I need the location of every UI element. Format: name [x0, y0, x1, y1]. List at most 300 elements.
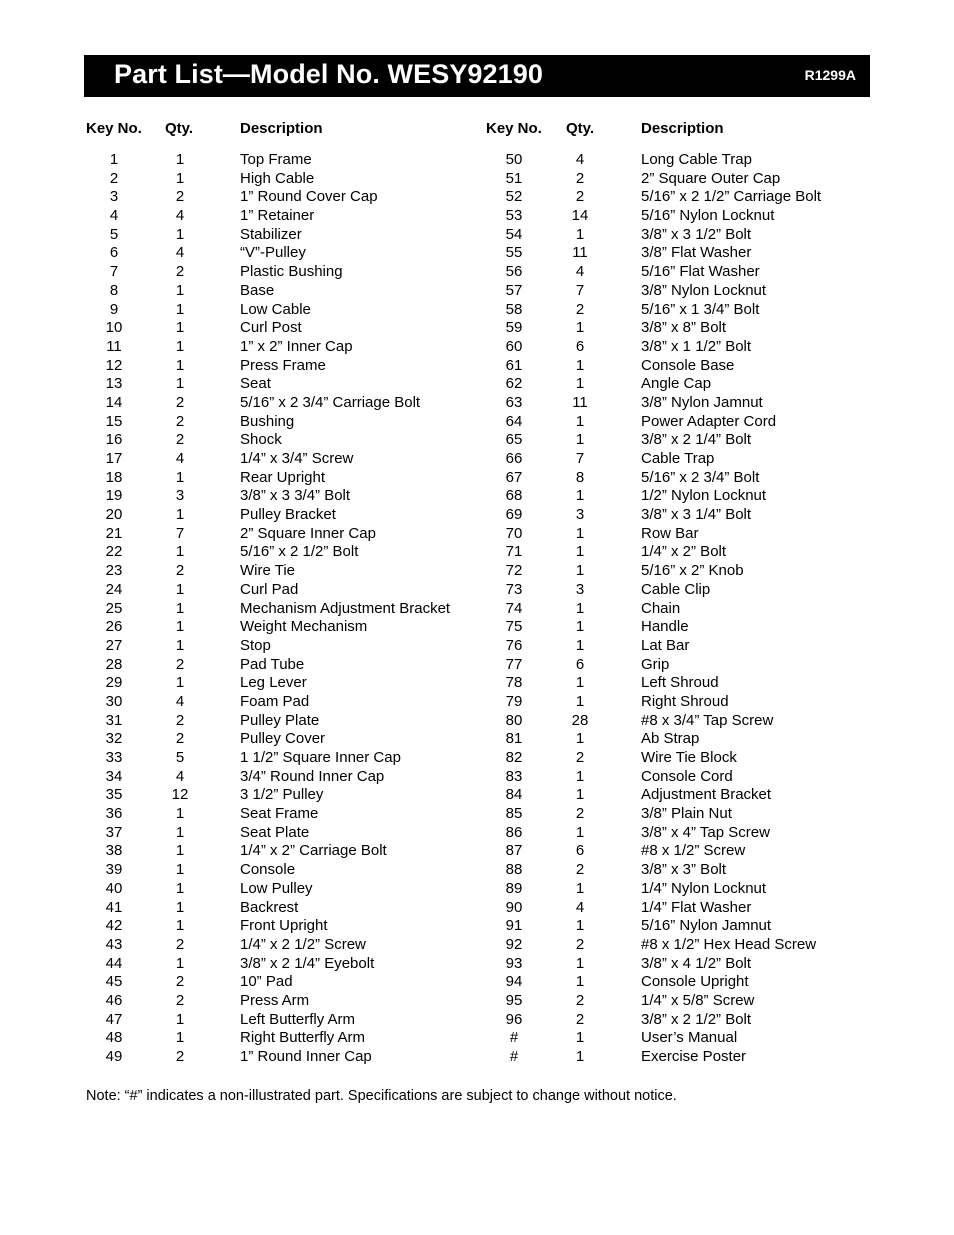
part-description: Ab Strap	[641, 730, 700, 748]
part-description: Grip	[641, 655, 670, 673]
part-qty: 2	[175, 431, 185, 449]
part-qty: 2	[175, 393, 185, 411]
part-qty: 1	[175, 674, 185, 692]
part-description: Weight Mechanism	[240, 618, 368, 636]
part-qty: 2	[175, 412, 185, 430]
part-row	[0, 170, 954, 189]
part-key-no: 96	[505, 1010, 523, 1028]
part-row	[0, 525, 954, 544]
part-qty: 8	[575, 468, 585, 486]
part-qty: 1	[575, 543, 585, 561]
part-key-no: 91	[505, 917, 523, 935]
part-key-no: 93	[505, 954, 523, 972]
part-key-no: 65	[505, 431, 523, 449]
part-description: Long Cable Trap	[641, 151, 752, 168]
part-qty: 1	[175, 356, 185, 374]
part-row	[0, 880, 954, 899]
part-qty: 1	[175, 1010, 185, 1028]
part-row	[0, 431, 954, 450]
part-description: 1/4” x 2 1/2” Screw	[240, 935, 366, 953]
part-qty: 2	[175, 730, 185, 748]
part-description: Press Frame	[240, 356, 326, 374]
part-description: Plastic Bushing	[240, 263, 343, 281]
part-qty: 4	[175, 244, 185, 262]
part-description: #8 x 1/2” Screw	[641, 842, 746, 860]
part-row	[0, 973, 954, 992]
footnote: Note: “#” indicates a non-illustrated part. Specifications are subject to change without notice.	[86, 1088, 677, 1104]
part-qty: 7	[175, 524, 185, 542]
part-key-no: 76	[505, 636, 523, 654]
part-qty: 1	[175, 599, 185, 617]
part-key-no: 43	[105, 935, 123, 953]
part-row	[0, 936, 954, 955]
part-key-no: 7	[109, 263, 119, 281]
part-key-no: 8	[109, 281, 119, 299]
part-key-no: 34	[105, 767, 123, 785]
part-qty: 7	[575, 281, 585, 299]
part-row	[0, 301, 954, 320]
part-description: 3/8” x 4 1/2” Bolt	[641, 954, 752, 972]
part-qty: 2	[175, 973, 185, 991]
part-description: 3/8” Plain Nut	[641, 805, 732, 823]
part-qty: 1	[175, 337, 185, 355]
part-description: Front Upright	[240, 917, 328, 935]
part-key-no: 33	[105, 749, 123, 766]
part-description: 1” Retainer	[240, 207, 315, 225]
part-description: 3/8” Nylon Jamnut	[641, 393, 763, 411]
part-description: #8 x 3/4” Tap Screw	[641, 711, 774, 729]
part-key-no: 42	[105, 917, 123, 935]
part-row	[0, 450, 954, 469]
part-qty: 1	[175, 319, 185, 337]
part-qty: 1	[175, 917, 185, 935]
part-key-no: 60	[505, 337, 523, 355]
part-description: Console Base	[641, 356, 735, 374]
part-row	[0, 469, 954, 488]
part-key-no: 49	[105, 1048, 123, 1065]
part-key-no: 22	[105, 543, 123, 561]
part-qty: 1	[175, 300, 185, 318]
part-description: 3/8” x 2 1/4” Eyebolt	[240, 954, 375, 972]
part-qty: 1	[575, 917, 585, 935]
part-row	[0, 693, 954, 712]
part-description: 2” Square Outer Cap	[641, 169, 781, 187]
part-key-no: 53	[505, 207, 523, 225]
part-qty: 1	[175, 543, 185, 561]
part-description: Top Frame	[240, 151, 312, 168]
part-qty: 6	[575, 337, 585, 355]
part-qty: 1	[175, 954, 185, 972]
part-qty: 1	[175, 842, 185, 860]
part-key-no: 1	[109, 151, 119, 168]
part-key-no: 30	[105, 692, 123, 710]
part-description: #8 x 1/2” Hex Head Screw	[641, 935, 817, 953]
part-qty: 1	[575, 562, 585, 580]
part-description: Chain	[641, 599, 681, 617]
part-row	[0, 749, 954, 768]
part-key-no: 6	[109, 244, 119, 262]
part-key-no: 66	[505, 450, 523, 467]
part-description: Seat	[240, 375, 271, 393]
part-qty: 1	[575, 431, 585, 449]
part-row	[0, 618, 954, 637]
part-description: Left Shroud	[641, 674, 719, 692]
part-description: User’s Manual	[641, 1029, 738, 1047]
part-description: 1/4” x 2” Bolt	[641, 543, 727, 561]
part-description: 3/8” x 3 1/4” Bolt	[641, 506, 752, 524]
part-key-no: 72	[505, 562, 523, 580]
part-qty: 7	[575, 450, 585, 467]
part-row	[0, 600, 954, 619]
part-description: 3/4” Round Inner Cap	[240, 767, 385, 785]
part-qty: 2	[175, 263, 185, 281]
part-qty: 1	[575, 225, 585, 243]
part-description: 3/8” Nylon Locknut	[641, 281, 767, 299]
part-description: Low Pulley	[240, 879, 313, 897]
part-description: Mechanism Adjustment Bracket	[240, 599, 451, 617]
part-key-no: 51	[505, 169, 523, 187]
part-key-no: 17	[105, 450, 123, 467]
part-key-no: 19	[105, 487, 123, 505]
part-row	[0, 1011, 954, 1030]
part-qty: 2	[175, 655, 185, 673]
part-description: 3/8” Flat Washer	[641, 244, 752, 262]
part-key-no: 40	[105, 879, 123, 897]
part-qty: 1	[175, 618, 185, 636]
part-row	[0, 357, 954, 376]
part-qty: 4	[175, 692, 185, 710]
part-key-no: 4	[109, 207, 119, 225]
part-description: Row Bar	[641, 524, 699, 542]
part-description: Seat Frame	[240, 805, 319, 823]
part-description: 5/16” x 2” Knob	[641, 562, 744, 580]
part-description: 3/8” x 2 1/2” Bolt	[641, 1010, 752, 1028]
part-description: Console	[240, 861, 296, 879]
part-description: Adjustment Bracket	[641, 786, 772, 804]
part-qty: 1	[575, 823, 585, 841]
page-title: Part List—Model No. WESY92190	[114, 59, 544, 89]
part-description: Base	[240, 281, 275, 299]
part-key-no: 63	[505, 393, 523, 411]
part-key-no: 75	[505, 618, 523, 636]
part-qty: 1	[175, 580, 185, 598]
part-key-no: 80	[505, 711, 523, 729]
part-key-no: 29	[105, 674, 123, 692]
part-qty: 1	[175, 281, 185, 299]
part-row	[0, 282, 954, 301]
part-description: Rear Upright	[240, 468, 326, 486]
part-key-no: 21	[105, 524, 123, 542]
part-qty: 1	[175, 879, 185, 897]
part-row	[0, 656, 954, 675]
part-row	[0, 263, 954, 282]
part-qty: 14	[571, 207, 589, 225]
part-description: Handle	[641, 618, 689, 636]
part-qty: 2	[175, 991, 185, 1009]
part-qty: 1	[575, 879, 585, 897]
part-qty: 2	[175, 1048, 185, 1065]
part-qty: 4	[575, 151, 585, 168]
part-key-no: 71	[505, 543, 523, 561]
part-qty: 3	[575, 506, 585, 524]
part-key-no: 9	[109, 300, 119, 318]
part-qty: 1	[575, 767, 585, 785]
part-description: Foam Pad	[240, 692, 310, 710]
part-description: Cable Trap	[641, 450, 715, 467]
part-qty: 1	[575, 375, 585, 393]
part-key-no: 85	[505, 805, 523, 823]
part-description: 1” x 2” Inner Cap	[240, 337, 353, 355]
part-key-no: 95	[505, 991, 523, 1009]
part-row	[0, 786, 954, 805]
part-qty: 2	[575, 991, 585, 1009]
part-key-no: 23	[105, 562, 123, 580]
part-qty: 2	[575, 861, 585, 879]
part-row	[0, 151, 954, 170]
part-qty: 1	[575, 954, 585, 972]
part-qty: 1	[575, 356, 585, 374]
part-description: 1” Round Cover Cap	[240, 188, 378, 206]
part-qty: 1	[575, 1029, 585, 1047]
part-key-no: 87	[505, 842, 523, 860]
part-description: 1/4” Flat Washer	[641, 898, 752, 916]
part-qty: 1	[575, 487, 585, 505]
part-key-no: 2	[109, 169, 119, 187]
part-key-no: 68	[505, 487, 523, 505]
part-key-no: 61	[505, 356, 523, 374]
part-key-no: 16	[105, 431, 123, 449]
part-description: 5/16” Flat Washer	[641, 263, 760, 281]
part-row	[0, 338, 954, 357]
part-description: Curl Pad	[240, 580, 299, 598]
part-qty: 2	[175, 935, 185, 953]
part-key-no: 69	[505, 506, 523, 524]
part-row	[0, 562, 954, 581]
right-parts-list	[0, 151, 954, 1067]
part-key-no: 41	[105, 898, 123, 916]
part-key-no: 59	[505, 319, 523, 337]
part-qty: 1	[575, 599, 585, 617]
part-key-no: 54	[505, 225, 523, 243]
part-qty: 4	[575, 898, 585, 916]
part-description: 3/8” x 1 1/2” Bolt	[641, 337, 752, 355]
part-key-no: 67	[505, 468, 523, 486]
part-key-no: 44	[105, 954, 123, 972]
part-key-no: 48	[105, 1029, 123, 1047]
part-key-no: 15	[105, 412, 123, 430]
part-qty: 1	[175, 1029, 185, 1047]
part-key-no: 26	[105, 618, 123, 636]
part-qty: 2	[575, 935, 585, 953]
part-key-no: 36	[105, 805, 123, 823]
part-description: 5/16” x 2 3/4” Bolt	[641, 468, 760, 486]
part-key-no: 62	[505, 375, 523, 393]
part-key-no: 52	[505, 188, 523, 206]
part-description: 1/4” x 5/8” Screw	[641, 991, 755, 1009]
part-qty: 1	[575, 730, 585, 748]
part-key-no: 74	[505, 599, 523, 617]
part-row	[0, 861, 954, 880]
part-row	[0, 543, 954, 562]
part-qty: 1	[575, 412, 585, 430]
part-key-no: 18	[105, 468, 123, 486]
part-description: 3/8” x 4” Tap Screw	[641, 823, 770, 841]
left-header-qty: Qty.	[165, 120, 194, 137]
part-key-no: 83	[505, 767, 523, 785]
part-key-no: 24	[105, 580, 123, 598]
part-description: Stop	[240, 636, 271, 654]
part-description: 1/4” x 3/4” Screw	[240, 450, 354, 467]
part-description: 3/8” x 3” Bolt	[641, 861, 727, 879]
part-key-no: 89	[505, 879, 523, 897]
part-key-no: 82	[505, 749, 523, 766]
part-row	[0, 674, 954, 693]
part-qty: 11	[572, 393, 588, 411]
part-qty: 2	[575, 1010, 585, 1028]
part-row	[0, 226, 954, 245]
part-key-no: 47	[105, 1010, 123, 1028]
part-qty: 12	[171, 786, 189, 804]
part-key-no: 57	[505, 281, 523, 299]
document-code: R1299A	[804, 67, 856, 83]
part-row	[0, 506, 954, 525]
part-description: Backrest	[240, 898, 299, 916]
part-key-no: 92	[505, 935, 523, 953]
right-header-key: Key No.	[486, 120, 542, 137]
part-description: Console Upright	[641, 973, 749, 991]
part-description: Stabilizer	[240, 225, 302, 243]
part-key-no: 88	[505, 861, 523, 879]
part-qty: 11	[572, 244, 588, 262]
title-bar	[84, 55, 870, 97]
part-row	[0, 992, 954, 1011]
part-key-no: 13	[105, 375, 123, 393]
part-description: Shock	[240, 431, 282, 449]
part-qty: 1	[175, 861, 185, 879]
part-description: Seat Plate	[240, 823, 310, 841]
part-key-no: 31	[105, 711, 123, 729]
part-key-no: 46	[105, 991, 123, 1009]
part-key-no: 77	[505, 655, 523, 673]
part-row	[0, 730, 954, 749]
part-qty: 1	[575, 1048, 585, 1065]
part-description: 3/8” x 8” Bolt	[641, 319, 727, 337]
part-qty: 1	[575, 524, 585, 542]
part-description: Console Cord	[641, 767, 733, 785]
part-description: Lat Bar	[641, 636, 690, 654]
part-description: 5/16” Nylon Locknut	[641, 207, 775, 225]
part-qty: 1	[575, 636, 585, 654]
part-qty: 4	[175, 767, 185, 785]
part-key-no: 90	[505, 898, 523, 916]
part-row	[0, 768, 954, 787]
part-description: Leg Lever	[240, 674, 307, 692]
part-description: Pulley Bracket	[240, 506, 336, 524]
part-qty: 2	[575, 300, 585, 318]
part-description: 1” Round Inner Cap	[240, 1048, 372, 1065]
part-key-no: 27	[105, 636, 123, 654]
part-description: 1/4” x 2” Carriage Bolt	[240, 842, 387, 860]
part-row	[0, 1029, 954, 1048]
part-qty: 1	[575, 618, 585, 636]
part-qty: 6	[575, 842, 585, 860]
part-key-no: 50	[505, 151, 523, 168]
part-qty: 2	[175, 562, 185, 580]
part-row	[0, 413, 954, 432]
part-row	[0, 244, 954, 263]
part-description: Wire Tie Block	[641, 749, 737, 766]
part-key-no: 12	[105, 356, 123, 374]
part-key-no: 10	[105, 319, 123, 337]
part-row	[0, 842, 954, 861]
part-qty: 1	[175, 823, 185, 841]
part-qty: 2	[175, 188, 185, 206]
part-qty: 3	[175, 487, 185, 505]
part-description: 1 1/2” Square Inner Cap	[240, 749, 401, 766]
part-qty: 1	[175, 151, 185, 168]
part-description: 2” Square Inner Cap	[240, 524, 376, 542]
part-qty: 28	[571, 711, 589, 729]
part-key-no: 14	[105, 393, 123, 411]
part-key-no: 64	[505, 412, 523, 430]
part-qty: 1	[175, 506, 185, 524]
part-description: 3/8” x 3 1/2” Bolt	[641, 225, 752, 243]
part-description: 1/4” Nylon Locknut	[641, 879, 767, 897]
part-row	[0, 319, 954, 338]
part-qty: 1	[175, 805, 185, 823]
part-key-no: 58	[505, 300, 523, 318]
part-key-no: #	[509, 1029, 519, 1047]
part-qty: 4	[175, 450, 185, 467]
part-description: Pad Tube	[240, 655, 305, 673]
part-description: 10” Pad	[240, 973, 293, 991]
part-description: Bushing	[240, 412, 295, 430]
part-description: Right Shroud	[641, 692, 729, 710]
part-description: 5/16” x 2 1/2” Bolt	[240, 543, 359, 561]
part-key-no: 84	[505, 786, 523, 804]
part-row	[0, 188, 954, 207]
part-description: Curl Post	[240, 319, 302, 337]
part-description: Angle Cap	[641, 375, 712, 393]
part-description: 5/16” x 2 3/4” Carriage Bolt	[240, 393, 421, 411]
part-key-no: 39	[105, 861, 123, 879]
part-row	[0, 805, 954, 824]
part-qty: 1	[175, 169, 185, 187]
part-key-no: 94	[505, 973, 523, 991]
part-key-no: 78	[505, 674, 523, 692]
part-qty: 1	[175, 636, 185, 654]
part-qty: 1	[175, 468, 185, 486]
part-row	[0, 581, 954, 600]
part-qty: 4	[175, 207, 185, 225]
part-key-no: 37	[105, 823, 123, 841]
part-key-no: 35	[105, 786, 123, 804]
part-row	[0, 375, 954, 394]
part-key-no: 38	[105, 842, 123, 860]
part-qty: 2	[175, 711, 185, 729]
part-description: Press Arm	[240, 991, 310, 1009]
right-header-qty: Qty.	[566, 120, 595, 137]
part-description: 5/16” x 2 1/2” Carriage Bolt	[641, 188, 822, 206]
part-qty: 1	[175, 225, 185, 243]
part-description: 5/16” Nylon Jamnut	[641, 917, 772, 935]
part-description: Exercise Poster	[641, 1048, 747, 1065]
part-row	[0, 207, 954, 226]
part-row	[0, 394, 954, 413]
right-header-description: Description	[641, 120, 724, 137]
part-key-no: 5	[109, 225, 119, 243]
part-key-no: 86	[505, 823, 523, 841]
